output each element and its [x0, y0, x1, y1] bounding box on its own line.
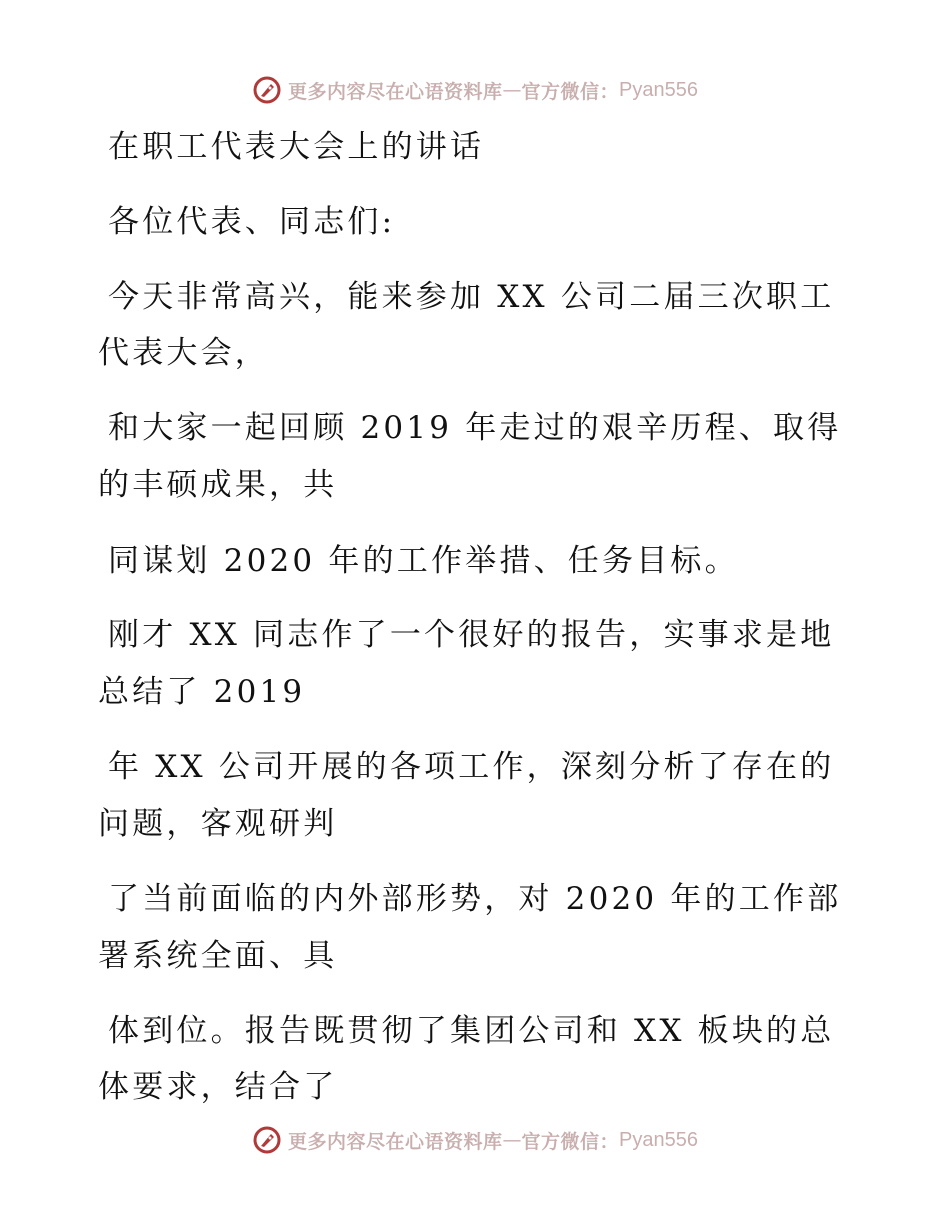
pen-nib-circle-icon: [252, 1125, 282, 1155]
watermark-official: 官方微信：: [521, 80, 620, 103]
paragraph-line: 今天非常高兴，能来参加 XX 公司二届三次职工: [108, 279, 835, 315]
watermark-header: [0, 70, 950, 110]
paragraph-line: 问题，客观研判: [98, 806, 338, 842]
paragraph-line: 体到位。报告既贯彻了集团公司和 XX 板块的总: [108, 1013, 835, 1049]
watermark-footer: [0, 1120, 950, 1160]
paragraph-line: 署系统全面、具: [98, 938, 338, 974]
paragraph-line: 年 XX 公司开展的各项工作，深刻分析了存在的: [108, 749, 835, 785]
paragraph-line: 了当前面临的内外部形势，对 2020 年的工作部: [108, 881, 842, 917]
paragraph-line: 同谋划 2020 年的工作举措、任务目标。: [108, 543, 739, 579]
paragraph-line: 和大家一起回顾 2019 年走过的艰辛历程、取得: [108, 410, 842, 446]
paragraph-line: 代表大会，: [98, 335, 269, 371]
paragraph-line: 体要求，结合了: [98, 1069, 338, 1105]
document-title: 在职工代表大会上的讲话: [108, 129, 485, 165]
watermark-dash: —: [502, 1129, 522, 1151]
pen-nib-circle-icon: [252, 75, 282, 105]
watermark-official: 官方微信：: [521, 1130, 620, 1153]
watermark-account: Pyan556: [619, 78, 698, 101]
watermark-text: 更多内容尽在心语资料库: [288, 1130, 503, 1153]
watermark-text: 更多内容尽在心语资料库: [288, 80, 503, 103]
salutation: 各位代表、同志们:: [108, 204, 396, 240]
watermark-account: Pyan556: [619, 1128, 698, 1151]
paragraph-line: 刚才 XX 同志作了一个很好的报告，实事求是地: [108, 617, 835, 653]
paragraph-line: 的丰硕成果，共: [98, 467, 338, 503]
paragraph-line: 总结了 2019: [98, 674, 306, 710]
watermark-dash: —: [502, 79, 522, 101]
